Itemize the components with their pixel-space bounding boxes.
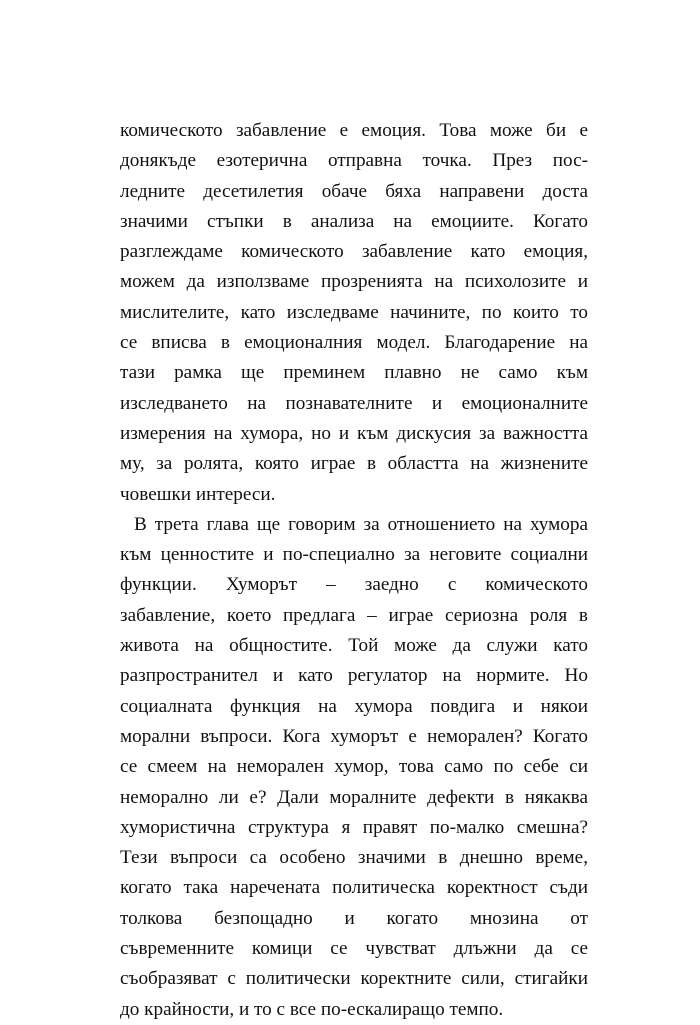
text-line: неморално ли е? Дали моралните дефекти в някаква: [120, 786, 588, 808]
text-line: функции. Хуморът – заедно с комическото: [120, 574, 588, 596]
text-line: Тези въпроси са особено значими в днешно време,: [120, 847, 588, 869]
text-line: му, за ролята, която играе в областта на жизнените: [120, 453, 588, 475]
text-line: морални въпроси. Кога хуморът е неморален? Когато: [120, 725, 588, 747]
text-line: изследването на познавателните и емоционалните: [120, 392, 588, 414]
text-line: мислителите, като изследваме начините, по които то: [120, 301, 588, 323]
text-line: измерения на хумора, но и към дискусия за важността: [120, 422, 588, 444]
text-line: комическото забавление е емоция. Това може би е: [120, 120, 588, 141]
text-line: когато така наречената политическа коректност съди: [120, 877, 588, 899]
text-line: можем да използваме прозренията на психолозите и: [120, 271, 588, 293]
text-line: разпространител и като регулатор на нормите. Но: [120, 665, 588, 687]
text-line: тази рамка ще преминем плавно не само към: [120, 362, 588, 384]
text-line: към ценностите и по-специално за неговите социални: [120, 544, 588, 566]
text-line: хумористична структура я правят по-малко смешна?: [120, 816, 588, 838]
text-line: ледните десетилетия обаче бяха направени доста: [120, 180, 588, 202]
text-line: забавление, което предлага – играе сериозна роля в: [120, 604, 588, 626]
text-line: човешки интереси.: [120, 483, 276, 505]
text-line: донякъде езотерична отправна точка. През пос-: [120, 150, 588, 172]
text-line: социалната функция на хумора повдига и някои: [120, 695, 588, 717]
body-text: [120, 116, 588, 1025]
text-line: до крайности, и то с все по-ескалиращо темпо.: [120, 998, 504, 1020]
text-line: толкова безпощадно и когато мнозина от: [120, 907, 588, 929]
text-line: съобразяват с политически коректните сили, стигайки: [120, 968, 588, 990]
text-line: се вписва в емоционалния модел. Благодарение на: [120, 332, 588, 354]
text-line: живота на общностите. Той може да служи като: [120, 635, 588, 657]
text-line: се смеем на неморален хумор, това само по себе си: [120, 756, 588, 778]
text-line: съвременните комици се чувстват длъжни да се: [120, 938, 588, 960]
text-line: разглеждаме комическото забавление като емоция,: [120, 241, 588, 263]
text-line: В трета глава ще говорим за отношението на хумора: [134, 513, 588, 535]
text-line: значими стъпки в анализа на емоциите. Когато: [120, 210, 588, 232]
